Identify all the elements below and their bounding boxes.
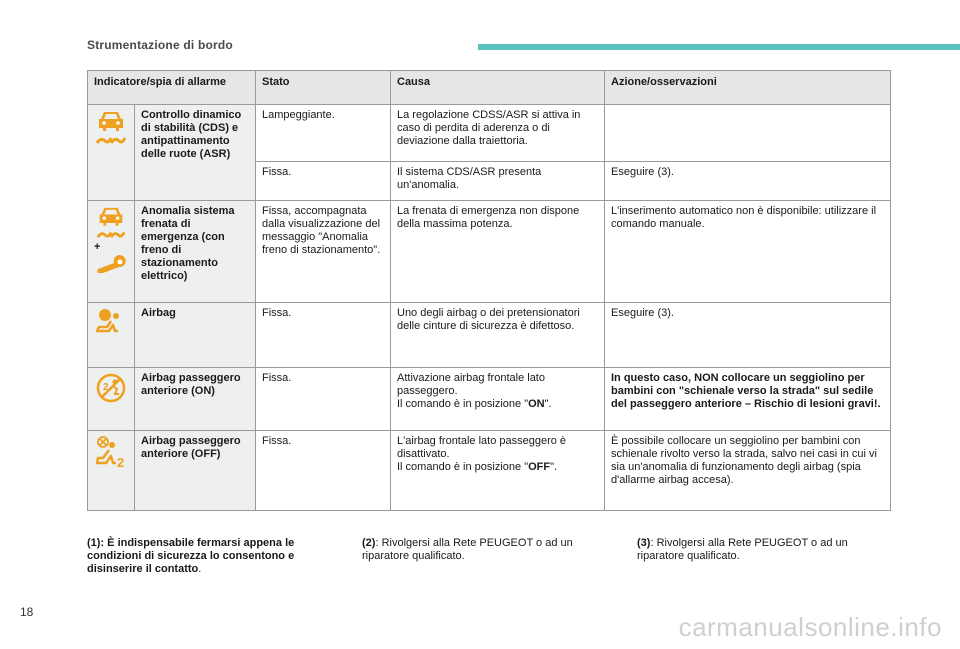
causa-text: L'airbag frontale lato passeggero è disattivato.: [397, 435, 567, 460]
row-icon-cell: [88, 201, 135, 303]
table-row: [88, 368, 891, 431]
causa-text: Il comando è in posizione ": [397, 398, 529, 410]
switch-position: OFF: [528, 461, 551, 473]
col-header-indicator: Indicatore/spia di allarme: [88, 71, 256, 105]
causa-cell: Il sistema CDS/ASR presenta un'anomalia.: [391, 162, 605, 201]
causa-cell: [391, 431, 605, 511]
table-header-row: [88, 71, 891, 105]
stato-cell: Lampeggiante.: [256, 105, 391, 162]
stato-cell: Fissa.: [256, 431, 391, 511]
footnote-label: (1): [87, 537, 101, 549]
svg-text:2: 2: [103, 382, 109, 393]
page-number: 18: [20, 605, 34, 619]
azione-cell: L'inserimento automatico non è disponibile: utilizzare il comando manuale.: [605, 201, 891, 303]
footnote-label: (2): [362, 537, 376, 549]
causa-cell: Uno degli airbag o dei pretensionatori delle cinture di sicurezza è difettoso.: [391, 303, 605, 368]
footnote-1: [87, 537, 337, 576]
footnote-text: : Rivolgersi alla Rete PEUGEOT o ad un riparatore qualificato.: [637, 537, 848, 562]
stability-control-icon: [95, 205, 127, 239]
footnote-end: .: [198, 563, 202, 575]
indicator-name: Airbag passeggero anteriore (ON): [135, 368, 256, 431]
col-header-causa: Causa: [391, 71, 605, 105]
stato-cell: Fissa.: [256, 162, 391, 201]
azione-cell: [605, 105, 891, 162]
table-row: [88, 431, 891, 511]
indicator-name: Controllo dinamico di stabilità (CDS) e antipattinamento delle ruote (ASR): [135, 105, 256, 201]
causa-cell: La frenata di emergenza non dispone della massima potenza.: [391, 201, 605, 303]
passenger-airbag-off-icon: [95, 435, 127, 469]
causa-text: ".: [544, 398, 552, 410]
col-header-azione: Azione/osservazioni: [605, 71, 891, 105]
passenger-airbag-on-icon: [95, 372, 127, 404]
indicator-name: Anomalia sistema frenata di emergenza (con freno di stazionamento elettrico): [135, 201, 256, 303]
row-icon-cell: [88, 368, 135, 431]
plus-sign: +: [94, 241, 101, 253]
footnote-3: [637, 537, 887, 563]
indicator-name: Airbag: [135, 303, 256, 368]
azione-cell: Eseguire (3).: [605, 303, 891, 368]
azione-cell: Eseguire (3).: [605, 162, 891, 201]
row-icon-cell: [88, 105, 135, 201]
col-header-stato: Stato: [256, 71, 391, 105]
stability-control-icon: [95, 109, 127, 145]
section-title: Strumentazione di bordo: [87, 38, 233, 52]
warning-lights-table: [87, 70, 891, 511]
causa-text: ".: [550, 461, 558, 473]
causa-text: Il comando è in posizione ": [397, 461, 529, 473]
azione-cell: In questo caso, NON collocare un seggiolino per bambini con "schienale verso la strada" sul sedile del passeggero anteriore – Rischio di lesioni gravi!.: [605, 368, 891, 431]
indicator-name: Airbag passeggero anteriore (OFF): [135, 431, 256, 511]
watermark: carmanualsonline.info: [678, 612, 942, 642]
wrench-icon: [95, 255, 127, 273]
table-row: [88, 303, 891, 368]
stato-cell: Fissa.: [256, 303, 391, 368]
switch-position: ON: [528, 398, 545, 410]
row-icon-cell: [88, 431, 135, 511]
row-icon-cell: [88, 303, 135, 368]
airbag-icon: [95, 307, 127, 337]
header-accent-bar: [478, 44, 960, 50]
causa-text: Attivazione airbag frontale lato passeggero.: [397, 372, 545, 397]
footnote-2: [362, 537, 612, 563]
svg-text:2: 2: [117, 455, 125, 469]
causa-cell: [391, 368, 605, 431]
stato-cell: Fissa, accompagnata dalla visualizzazione del messaggio "Anomalia freno di stazionamento".: [256, 201, 391, 303]
azione-cell: È possibile collocare un seggiolino per bambini con schienale rivolto verso la strada, salvo nei casi in cui vi sia un'anomalia di funzionamento degli airbag (spia d'allarme airbag accesa).: [605, 431, 891, 511]
footnote-text: : Rivolgersi alla Rete PEUGEOT o ad un riparatore qualificato.: [362, 537, 573, 562]
table-row: [88, 201, 891, 303]
table-row: [88, 105, 891, 162]
stato-cell: Fissa.: [256, 368, 391, 431]
footnote-text: : È indispensabile fermarsi appena le condizioni di sicurezza lo consentono e disinserire il contatto: [87, 537, 295, 575]
footnote-label: (3): [637, 537, 651, 549]
causa-cell: La regolazione CDSS/ASR si attiva in caso di perdita di aderenza o di deviazione dalla traiettoria.: [391, 105, 605, 162]
